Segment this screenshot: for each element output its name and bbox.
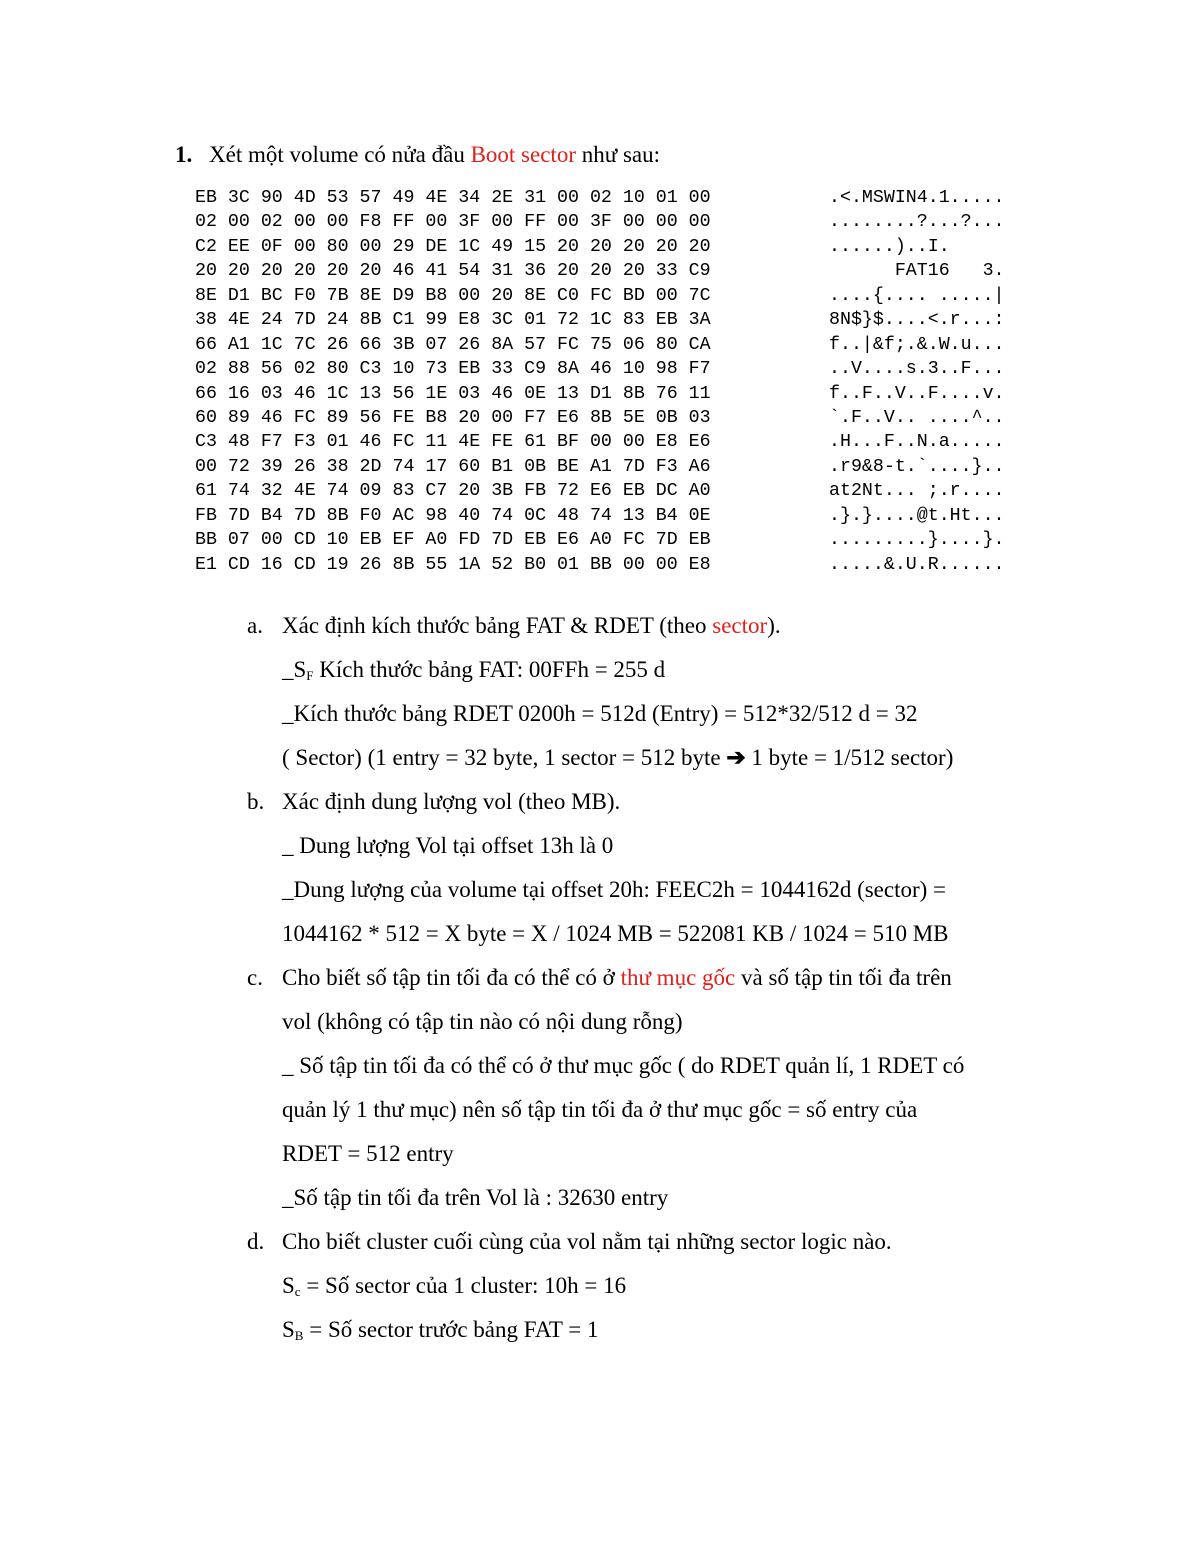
hex-row <box>195 259 1005 283</box>
item-c-title-suffix: và số tập tin tối đa trên <box>735 965 952 990</box>
item-a-title-suffix: ). <box>767 613 781 638</box>
question-suffix: như sau: <box>575 142 660 167</box>
item-c-line2: quản lý 1 thư mục) nên số tập tin tối đa ở thư mục gốc = số entry của <box>282 1097 918 1122</box>
hex-bytes: 61 74 32 4E 74 09 83 C7 20 3B FB 72 E6 EB DC A0 <box>195 481 711 502</box>
hex-row <box>195 235 950 259</box>
hex-ascii: ....{.... .....| <box>829 285 1005 306</box>
hex-row <box>195 430 1005 454</box>
item-a-title-highlight: sector <box>712 613 768 638</box>
item-d-line1-post: = Số sector của 1 cluster: 10h = 16 <box>300 1273 627 1298</box>
hex-row <box>195 210 1005 234</box>
hex-bytes: 60 89 46 FC 89 56 FE B8 20 00 F7 E6 8B 5E 0B 03 <box>195 407 711 428</box>
item-d-line2-post: = Số sector trước bảng FAT = 1 <box>303 1317 599 1342</box>
hex-row <box>195 406 1005 430</box>
hex-bytes: 66 16 03 46 1C 13 56 1E 03 46 0E 13 D1 8B 76 11 <box>195 383 711 404</box>
item-a-title-prefix: Xác định kích thước bảng FAT & RDET (theo <box>282 613 713 638</box>
item-a-line1-post: Kích thước bảng FAT: 00FFh = 255 d <box>313 657 666 682</box>
hex-bytes: C2 EE 0F 00 80 00 29 DE 1C 49 15 20 20 20 20 20 <box>195 236 711 257</box>
hex-ascii: .....&.U.R...... <box>829 554 1005 575</box>
item-a-line3-pre: ( Sector) (1 entry = 32 byte, 1 sector = 512 byte <box>282 745 727 770</box>
hex-ascii: ..V....s.3..F... <box>829 359 1005 380</box>
item-c-title-prefix: Cho biết số tập tin tối đa có thể có ở <box>282 965 621 990</box>
item-d-line2-sub: B <box>294 1328 304 1343</box>
hex-bytes: 02 88 56 02 80 C3 10 73 EB 33 C9 8A 46 10 98 F7 <box>195 359 711 380</box>
item-a-title <box>282 613 781 639</box>
hex-row <box>195 308 1005 332</box>
item-d-label: d. <box>247 1229 265 1254</box>
hex-bytes: E1 CD 16 CD 19 26 8B 55 1A 52 B0 01 BB 00 00 E8 <box>195 554 711 575</box>
hex-row <box>195 284 1005 308</box>
item-c-line1: _ Số tập tin tối đa có thể có ở thư mục gốc ( do RDET quản lí, 1 RDET có <box>282 1053 965 1078</box>
hex-ascii: ........?...?... <box>829 212 1005 233</box>
hex-row <box>195 528 1005 552</box>
item-a-label: a. <box>247 613 263 638</box>
hex-ascii: .r9&8-t.`....}.. <box>829 456 1005 477</box>
hex-bytes: 20 20 20 20 20 20 46 41 54 31 36 20 20 20 33 C9 <box>195 261 711 282</box>
hex-bytes: 8E D1 BC F0 7B 8E D9 B8 00 20 8E C0 FC BD 00 7C <box>195 285 711 306</box>
item-a-line1 <box>282 657 665 684</box>
item-c-line3: RDET = 512 entry <box>282 1141 454 1166</box>
hex-bytes: 02 00 02 00 00 F8 FF 00 3F 00 FF 00 3F 00 00 00 <box>195 212 711 233</box>
question-title <box>175 142 660 168</box>
arrow-icon: ➔ <box>726 745 746 770</box>
item-d-line1-sub: c <box>294 1284 301 1299</box>
hex-ascii: at2Nt... ;.r.... <box>829 481 1005 502</box>
item-c-title-line2: vol (không có tập tin nào có nội dung rỗng) <box>282 1009 683 1034</box>
item-b-line2: _Dung lượng của volume tại offset 20h: FEEC2h = 1044162d (sector) = <box>282 877 947 902</box>
hex-bytes: BB 07 00 CD 10 EB EF A0 FD 7D EB E6 A0 FC 7D EB <box>195 530 711 551</box>
hex-bytes: 38 4E 24 7D 24 8B C1 99 E8 3C 01 72 1C 83 EB 3A <box>195 310 711 331</box>
item-d-line2 <box>282 1317 599 1344</box>
hex-bytes: FB 7D B4 7D 8B F0 AC 98 40 74 0C 48 74 13 B4 0E <box>195 505 711 526</box>
hex-bytes: 66 A1 1C 7C 26 66 3B 07 26 8A 57 FC 75 06 80 CA <box>195 334 711 355</box>
hex-ascii: ......)..I. <box>829 236 950 257</box>
hex-ascii: FAT16 3. <box>829 261 1005 282</box>
item-b-line1: _ Dung lượng Vol tại offset 13h là 0 <box>282 833 614 858</box>
item-b-title: Xác định dung lượng vol (theo MB). <box>282 789 621 814</box>
hex-dump <box>195 186 1005 577</box>
hex-row <box>195 357 1005 381</box>
item-c-title <box>282 965 952 991</box>
item-d-title: Cho biết cluster cuối cùng của vol nằm tại những sector logic nào. <box>282 1229 892 1254</box>
item-a-line3-post: 1 byte = 1/512 sector) <box>745 745 954 770</box>
hex-ascii: .<.MSWIN4.1..... <box>829 188 1005 208</box>
item-b-label: b. <box>247 789 265 814</box>
hex-bytes: EB 3C 90 4D 53 57 49 4E 34 2E 31 00 02 10 01 00 <box>195 188 711 208</box>
hex-ascii: f..F..V..F....v. <box>829 383 1005 404</box>
question-highlight: Boot sector <box>470 142 576 167</box>
item-a-line2: _Kích thước bảng RDET 0200h = 512d (Entry) = 512*32/512 d = 32 <box>282 701 918 726</box>
hex-row <box>195 382 1005 406</box>
item-d-line1-pre: S <box>282 1273 295 1298</box>
hex-ascii: 8N$}$....<.r...: <box>829 310 1005 331</box>
item-d-line1 <box>282 1273 626 1300</box>
hex-row <box>195 504 1005 528</box>
question-prefix: Xét một volume có nửa đầu <box>209 142 471 167</box>
hex-bytes: 00 72 39 26 38 2D 74 17 60 B1 0B BE A1 7D F3 A6 <box>195 456 711 477</box>
question-number: 1. <box>175 142 193 167</box>
hex-ascii: .........}....}. <box>829 530 1005 551</box>
hex-row <box>195 479 1005 503</box>
item-a-line3 <box>282 745 953 771</box>
item-d-line2-pre: S <box>282 1317 295 1342</box>
hex-ascii: .H...F..N.a..... <box>829 432 1005 453</box>
hex-row <box>195 553 1005 577</box>
item-c-title-highlight: thư mục gốc <box>620 965 736 990</box>
item-a-line1-pre: _S <box>282 657 307 682</box>
item-c-label: c. <box>247 965 263 990</box>
hex-row <box>195 333 1005 357</box>
item-b-line3: 1044162 * 512 = X byte = X / 1024 MB = 522081 KB / 1024 = 510 MB <box>282 921 949 946</box>
item-c-line4: _Số tập tin tối đa trên Vol là : 32630 entry <box>282 1185 669 1210</box>
hex-row <box>195 455 1005 479</box>
hex-ascii: .}.}....@t.Ht... <box>829 505 1005 526</box>
item-a-line1-sub: F <box>306 668 314 683</box>
hex-bytes: C3 48 F7 F3 01 46 FC 11 4E FE 61 BF 00 00 E8 E6 <box>195 432 711 453</box>
hex-row <box>195 186 1005 210</box>
hex-ascii: `.F..V.. ....^.. <box>829 407 1005 428</box>
hex-ascii: f..|&f;.&.W.u... <box>829 334 1005 355</box>
